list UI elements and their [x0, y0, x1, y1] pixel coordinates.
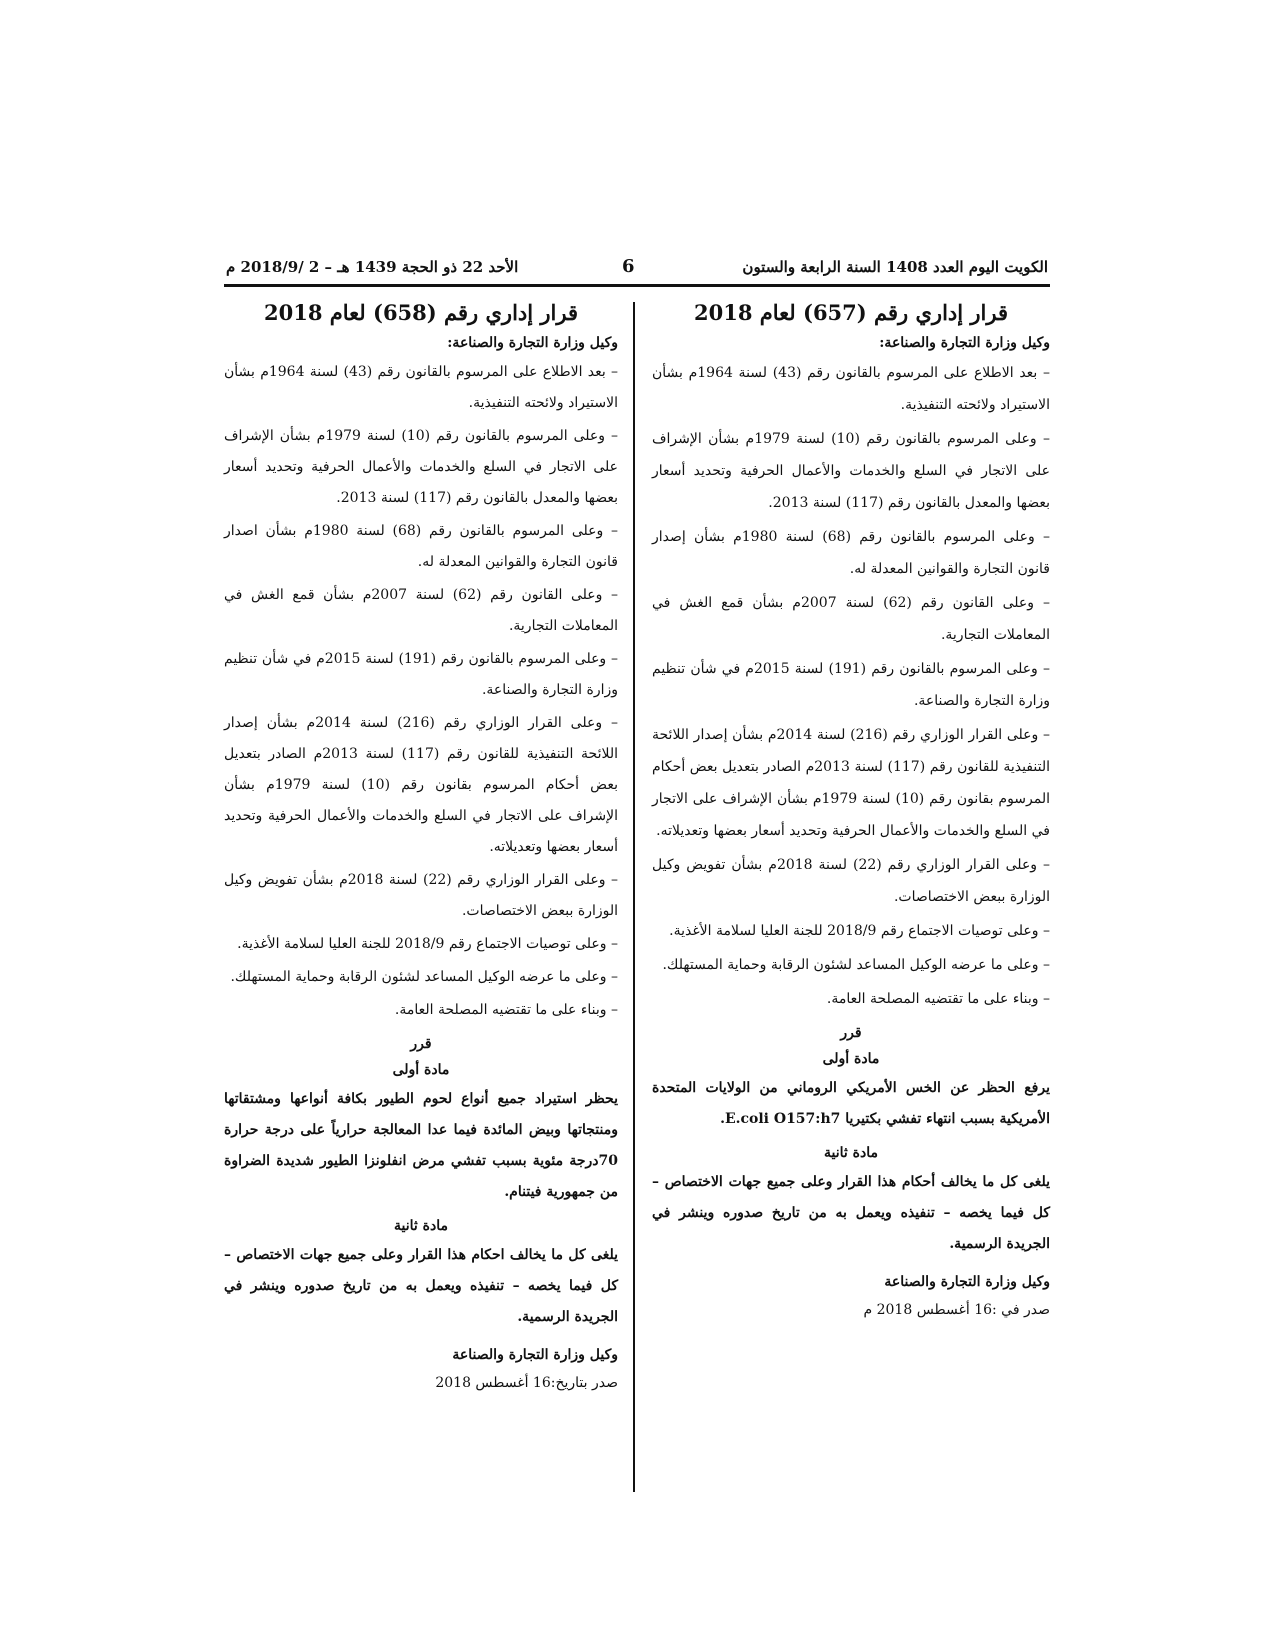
decided-label: قرر [410, 1036, 432, 1052]
preamble-clause: – وعلى القانون رقم (62) لسنة 2007م بشأن قمع الغش في المعاملات التجارية. [652, 595, 1050, 643]
decision-658 [224, 300, 618, 1391]
issue-date: صدر بتاريخ:16 أغسطس 2018 [435, 1375, 618, 1391]
page-number: 6 [622, 256, 635, 277]
preamble-clause: – وعلى القرار الوزاري رقم (22) لسنة 2018م بشأن تفويض وكيل الوزارة ببعض الاختصاصات. [224, 872, 618, 919]
preamble-clause: – وعلى القانون رقم (62) لسنة 2007م بشأن قمع الغش في المعاملات التجارية. [224, 587, 618, 634]
preamble-clause: – وعلى توصيات الاجتماع رقم 2018/9 للجنة العليا لسلامة الأغذية. [669, 923, 1050, 939]
preamble-clause: – وبناء على ما تقتضيه المصلحة العامة. [394, 1002, 618, 1018]
preamble-clause: – وعلى المرسوم بالقانون رقم (191) لسنة 2015م في شأن تنظيم وزارة التجارة والصناعة. [652, 661, 1050, 709]
preamble-clause: – وعلى المرسوم بالقانون رقم (68) لسنة 1980م بشأن إصدار قانون التجارة والقوانين المعدلة له. [652, 529, 1050, 577]
preamble-clause: – وعلى المرسوم بالقانون رقم (191) لسنة 2015م في شأن تنظيم وزارة التجارة والصناعة. [224, 651, 618, 698]
header-rule [224, 284, 1050, 287]
decision-title: قرار إداري رقم (657) لعام 2018 [693, 300, 1009, 325]
preamble-clause: – وعلى القرار الوزاري رقم (216) لسنة 2014م بشأن إصدار اللائحة التنفيذية للقانون رقم (117) لسنة 2013م الصادر بتعديل بعض أحكام المرسوم بقانون رقم (10) لسنة 1979م بشأن الإشراف على الاتجار في السلع والخدمات والأعمال الحرفية وتحديد أسعار بعضها وتعديلاته. [224, 715, 618, 855]
preamble-clause: – وعلى المرسوم بالقانون رقم (10) لسنة 1979م بشأن الإشراف على الاتجار في السلع والخدمات والأعمال الحرفية وتحديد أسعار بعضها والمعدل بالقانون رقم (117) لسنة 2013. [652, 431, 1050, 511]
signature: وكيل وزارة التجارة والصناعة [452, 1347, 618, 1363]
preamble-clause: – وعلى المرسوم بالقانون رقم (10) لسنة 1979م بشأن الإشراف على الاتجار في السلع والخدمات والأعمال الحرفية وتحديد أسعار بعضها والمعدل بالقانون رقم (117) لسنة 2013. [224, 428, 618, 506]
preamble-clause: – وعلى القرار الوزاري رقم (22) لسنة 2018م بشأن تفويض وكيل الوزارة ببعض الاختصاصات. [652, 857, 1050, 905]
decision-title: قرار إداري رقم (658) لعام 2018 [263, 300, 579, 325]
preamble-clause: – وعلى المرسوم بالقانون رقم (68) لسنة 1980م بشأن اصدار قانون التجارة والقوانين المعدلة له. [224, 523, 618, 570]
preamble-clause: – وعلى ما عرضه الوكيل المساعد لشئون الرقابة وحماية المستهلك. [230, 969, 618, 985]
header-issue-info: الكويت اليوم العدد 1408 السنة الرابعة والستون [742, 258, 1048, 276]
issue-date: صدر في :16 أغسطس 2018 م [863, 1302, 1050, 1318]
article-1-title: مادة أولى [822, 1051, 880, 1067]
preamble-clause: – بعد الاطلاع على المرسوم بالقانون رقم (43) لسنة 1964م بشأن الاستيراد ولائحته التنفيذية. [652, 365, 1050, 413]
decision-intro: وكيل وزارة التجارة والصناعة: [879, 335, 1050, 351]
preamble-clause: – وبناء على ما تقتضيه المصلحة العامة. [826, 991, 1050, 1007]
preamble-clause: – وعلى ما عرضه الوكيل المساعد لشئون الرقابة وحماية المستهلك. [662, 957, 1050, 973]
column-divider [633, 302, 635, 1492]
article-2-title: مادة ثانية [824, 1145, 878, 1161]
preamble-clause: – وعلى القرار الوزاري رقم (216) لسنة 2014م بشأن إصدار اللائحة التنفيذية للقانون رقم (117) لسنة 2013م الصادر بتعديل بعض أحكام المرسوم بقانون رقم (10) لسنة 1979م بشأن الإشراف على الاتجار في السلع والخدمات والأعمال الحرفية وتحديد أسعار بعضها وتعديلاته. [652, 727, 1051, 839]
article-1-text: يرفع الحظر عن الخس الأمريكي الروماني من الولايات المتحدة الأمريكية بسبب انتهاء تفشي بكتيريا E.coli O157:h7. [652, 1080, 1050, 1127]
decision-657 [652, 300, 1050, 1318]
article-2-title: مادة ثانية [394, 1218, 448, 1234]
preamble-clause: – وعلى توصيات الاجتماع رقم 2018/9 للجنة العليا لسلامة الأغذية. [237, 936, 618, 952]
article-1-text: يحظر استيراد جميع أنواع لحوم الطيور بكافة أنواعها ومشتقاتها ومنتجاتها وبيض المائدة فيما عدا المعالجة حرارياً على درجة حرارة 70درجة مئوية بسبب تفشي مرض انفلونزا الطيور شديدة الضراوة من جمهورية فيتنام. [224, 1091, 618, 1200]
signature: وكيل وزارة التجارة والصناعة [884, 1274, 1050, 1290]
preamble-clause: – بعد الاطلاع على المرسوم بالقانون رقم (43) لسنة 1964م بشأن الاستيراد ولائحته التنفيذية. [224, 364, 618, 411]
article-2-text: يلغى كل ما يخالف أحكام هذا القرار وعلى جميع جهات الاختصاص – كل فيما يخصه – تنفيذه ويعمل به من تاريخ صدوره وينشر في الجريدة الرسمية. [652, 1174, 1050, 1252]
article-1-title: مادة أولى [392, 1062, 450, 1078]
decision-intro: وكيل وزارة التجارة والصناعة: [447, 335, 618, 351]
header-date: الأحد 22 ذو الحجة 1439 هـ – 2 /2018/9 م [226, 258, 519, 276]
article-2-text: يلغى كل ما يخالف احكام هذا القرار وعلى جميع جهات الاختصاص – كل فيما يخصه – تنفيذه ويعمل به من تاريخ صدوره وينشر في الجريدة الرسمية. [224, 1247, 618, 1325]
decided-label: قرر [840, 1025, 862, 1041]
